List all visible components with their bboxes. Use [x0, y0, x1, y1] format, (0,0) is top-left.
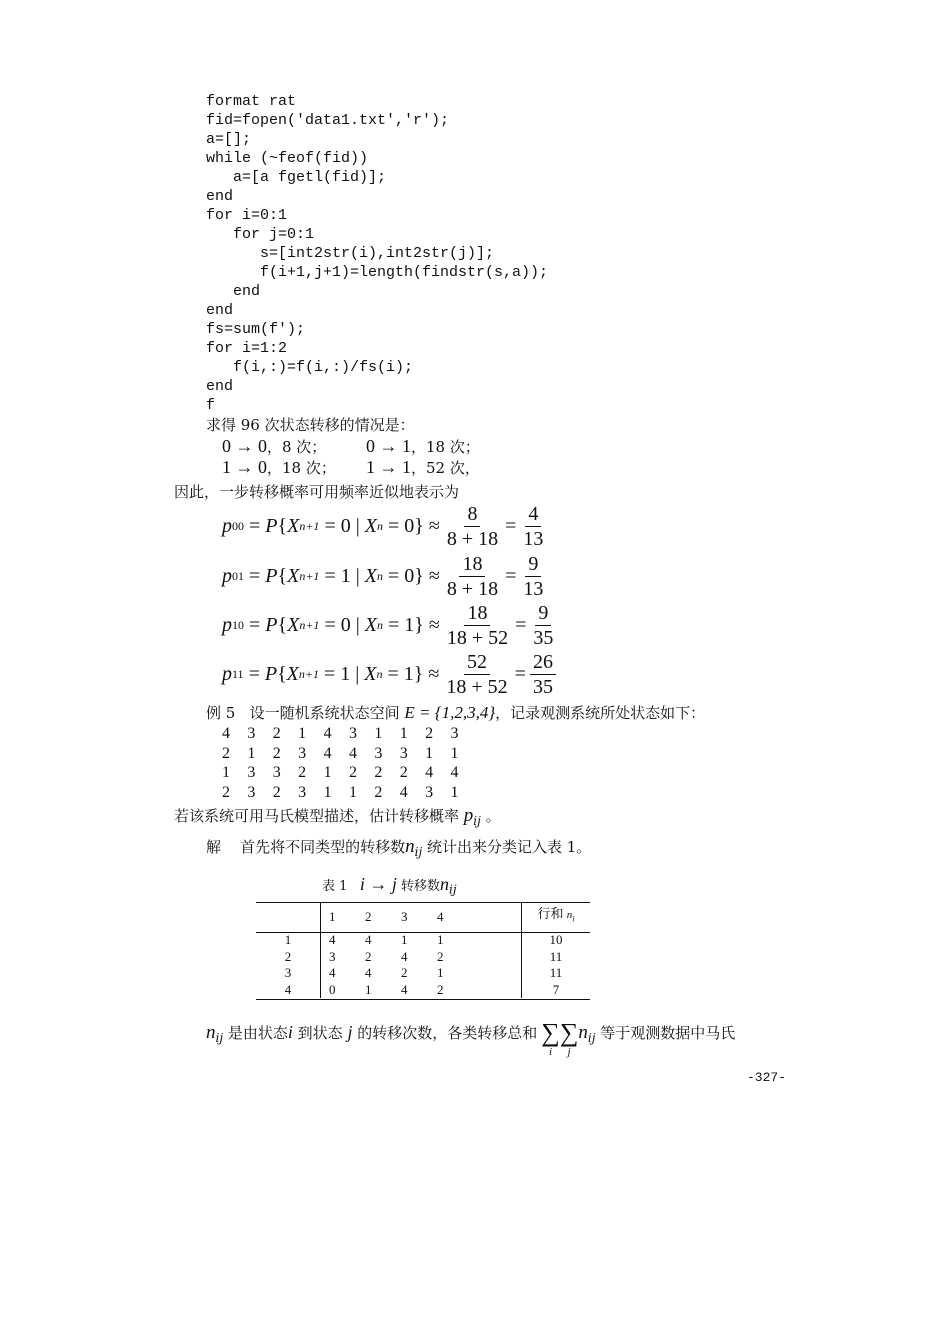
code-line: f(i,:)=f(i,:)/fs(i); [206, 359, 414, 376]
code-line: end [206, 188, 234, 205]
code-line: fs=sum(f'); [206, 321, 306, 338]
transition-00: 0 → 0，8 次； [222, 436, 327, 456]
transition-10: 1 → 0，18 次； [222, 457, 336, 477]
code-line: end [206, 302, 234, 319]
transition-11: 1 → 1，52 次， [366, 457, 480, 477]
table-caption: 表 1 i → j 转移数$n_{ij}$ [322, 874, 457, 897]
column-header: 4 [437, 909, 444, 924]
table-header-row [256, 902, 590, 932]
observation-row: 2 3 2 3 1 1 2 4 3 1 [222, 783, 459, 801]
code-line: a=[]; [206, 131, 252, 148]
code-line: end [206, 283, 261, 300]
code-line: f(i+1,j+1)=length(findstr(s,a)); [206, 264, 549, 281]
transition-count-table [256, 902, 590, 998]
code-line: while (~feof(fid)) [206, 150, 369, 167]
code-line: f [206, 397, 216, 414]
column-header: 2 [365, 909, 372, 924]
sum-operator-j: ∑ j [559, 1018, 579, 1058]
table-row: 4 0 1 4 2 7 [256, 982, 590, 999]
column-header: 3 [401, 909, 408, 924]
intro-text: 求得 96 次状态转移的情况是： [206, 416, 415, 434]
code-line: end [206, 378, 234, 395]
observation-grid [222, 725, 476, 803]
column-header: 1 [321, 902, 358, 932]
code-line: for i=1:2 [206, 340, 288, 357]
approx-text: 因此，一步转移概率可用频率近似地表示为 [174, 483, 460, 501]
code-line: s=[int2str(i),int2str(j)]; [206, 245, 495, 262]
page-number: -327- [747, 1070, 787, 1085]
row-sum-header: 行和 $n_i$ [522, 902, 591, 932]
solution-text: 解 首先将不同类型的转移数$n_{ij}$ 统计出来分类记入表 1。 [206, 836, 592, 859]
table-row: 3 4 4 2 1 11 [256, 965, 590, 982]
closing-text: $n_{ij}$ 是由状态i 到状态 j 的转移次数，各类转移总和 ∑ i ∑ j $n_{ij}$ 等于观测数据中马氏 [206, 1018, 736, 1058]
equation-p00: p 00 = P { X n+1 = 0 | X n = 0 } ≈ $\frac{8}{8 + 18}$ = $\frac{4}{13}$ [222, 502, 544, 550]
table-bottom-rule [256, 999, 590, 1000]
code-line: format rat [206, 93, 297, 110]
code-block [206, 92, 548, 415]
code-line: for i=0:1 [206, 207, 288, 224]
equation-p01: p 01 = P { X n+1 = 1 | X n = 0 } ≈ $\frac{18}{8 + 18}$ = $\frac{9}{13}$ [222, 552, 544, 600]
observation-row: 1 3 3 2 1 2 2 2 4 4 [222, 764, 459, 781]
observation-row: 4 3 2 1 4 3 1 1 2 3 [222, 725, 459, 742]
table-row: 2 3 2 4 2 11 [256, 949, 590, 966]
transition-01: 0 → 1，18 次； [366, 436, 480, 456]
example-5: 例 5 设一随机系统状态空间 E = {1,2,3,4}，记录观测系统所处状态如下： [206, 703, 706, 722]
code-line: a=[a fgetl(fid)]; [206, 169, 387, 186]
observation-row: 2 1 2 3 4 4 3 3 1 1 [222, 744, 459, 762]
equation-p10: p 10 = P { X n+1 = 0 | X n = 1 } ≈ $\frac{18}{18 + 52}$ = $\frac{9}{35}$ [222, 601, 554, 649]
sum-operator-i: ∑ i [541, 1018, 560, 1058]
equation-p11: p 11 = P { X n+1 = 1 | X n = 1 } ≈ $\frac{52}{18 + 52}$ = $\frac{26}{35}$ [222, 650, 560, 698]
code-line: fid=fopen('data1.txt','r'); [206, 112, 450, 129]
code-line: for j=0:1 [206, 226, 315, 243]
estimate-text: 若该系统可用马氏模型描述，估计转移概率 $p_{ij}$ 。 [174, 805, 501, 828]
table-row: 1 4 4 1 1 10 [256, 932, 590, 949]
